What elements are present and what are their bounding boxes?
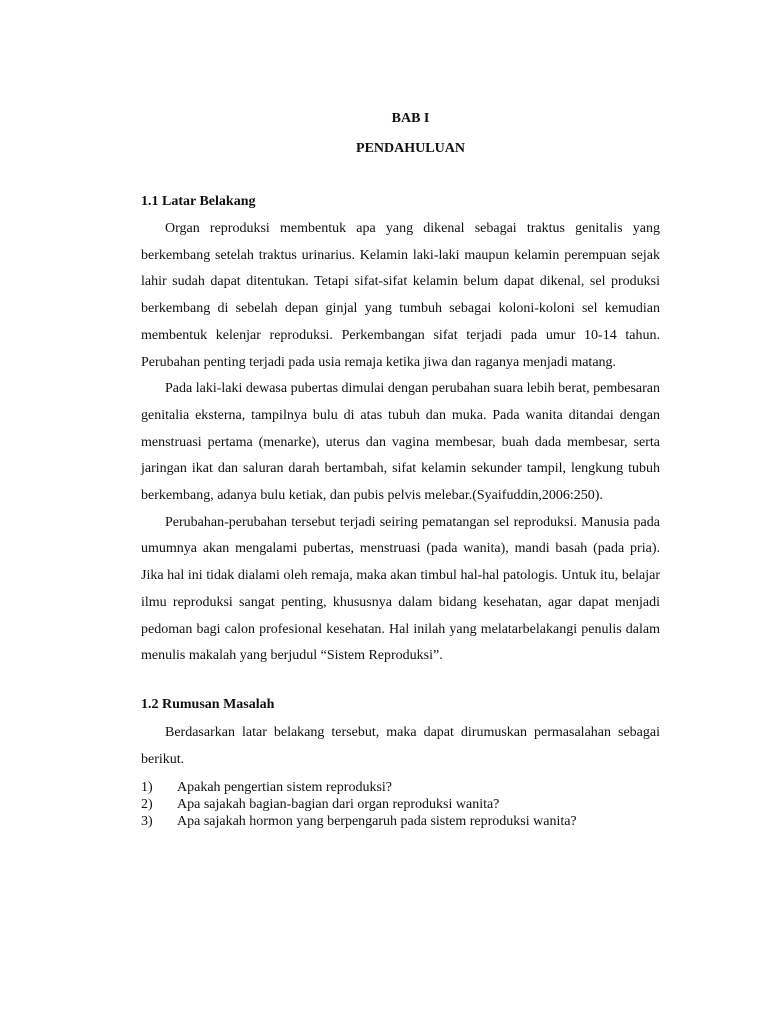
list-item-number: 2): [141, 797, 153, 813]
paragraph: Berdasarkan latar belakang tersebut, maka dapat dirumuskan permasalahan sebagai berikut.: [141, 724, 660, 767]
list-item-number: 3): [141, 814, 153, 830]
list-item: [141, 779, 660, 796]
list-item-text: Apa sajakah bagian-bagian dari organ reproduksi wanita?: [177, 797, 500, 813]
list-item: [141, 796, 660, 813]
section-heading-rumusan-masalah: 1.2 Rumusan Masalah: [141, 696, 275, 712]
section-body-rumusan-masalah: [141, 720, 660, 830]
list-item-text: Apakah pengertian sistem reproduksi?: [177, 780, 392, 796]
list-item-number: 1): [141, 780, 153, 796]
paragraph: Organ reproduksi membentuk apa yang dikenal sebagai traktus genitalis yang berkembang setelah traktus urinarius. Kelamin laki-laki maupun kelamin perempuan sejak lahir sudah dapat ditentukan. Tetapi sifat-sifat kelamin belum dapat dikenal, sel produksi berkembang di sebelah depan ginjal yang tumbuh sebagai koloni-koloni sel kemudian membentuk kelenjar reproduksi. Perkembangan sifat terjadi pada umur 10-14 tahun. Perubahan penting terjadi pada usia remaja ketika jiwa dan raganya menjadi matang.: [141, 221, 660, 370]
list-item: [141, 813, 660, 830]
list-item-text: Apa sajakah hormon yang berpengaruh pada sistem reproduksi wanita?: [177, 814, 577, 830]
section-heading-latar-belakang: 1.1 Latar Belakang: [141, 194, 256, 209]
question-list: [141, 779, 660, 830]
paragraph: Perubahan-perubahan tersebut terjadi seiring pematangan sel reproduksi. Manusia pada umumnya akan mengalami pubertas, menstruasi (pada wanita), mandi basah (pada pria). Jika hal ini tidak dialami oleh remaja, maka akan timbul hal-hal patologis. Untuk itu, belajar ilmu reproduksi sangat penting, khususnya dalam bidang kesehatan, agar dapat menjadi pedoman bagi calon profesional kesehatan. Hal inilah yang melatarbelakangi penulis dalam menulis makalah yang berjudul “Sistem Reproduksi”.: [141, 514, 660, 664]
chapter-title: PENDAHULUAN: [356, 141, 465, 156]
section-body-latar-belakang: [141, 216, 660, 670]
chapter-label: BAB I: [391, 111, 430, 126]
paragraph: Pada laki-laki dewasa pubertas dimulai dengan perubahan suara lebih berat, pembesaran genitalia eksterna, tampilnya bulu di atas tubuh dan muka. Pada wanita ditandai dengan menstruasi pertama (menarke), uterus dan vagina membesar, buah dada membesar, serta jaringan ikat dan saluran darah bertambah, sifat kelamin sekunder tampil, lengkung tubuh berkembang, adanya bulu ketiak, dan pubis pelvis melebar.(Syaifuddin,2006:250).: [141, 381, 660, 504]
